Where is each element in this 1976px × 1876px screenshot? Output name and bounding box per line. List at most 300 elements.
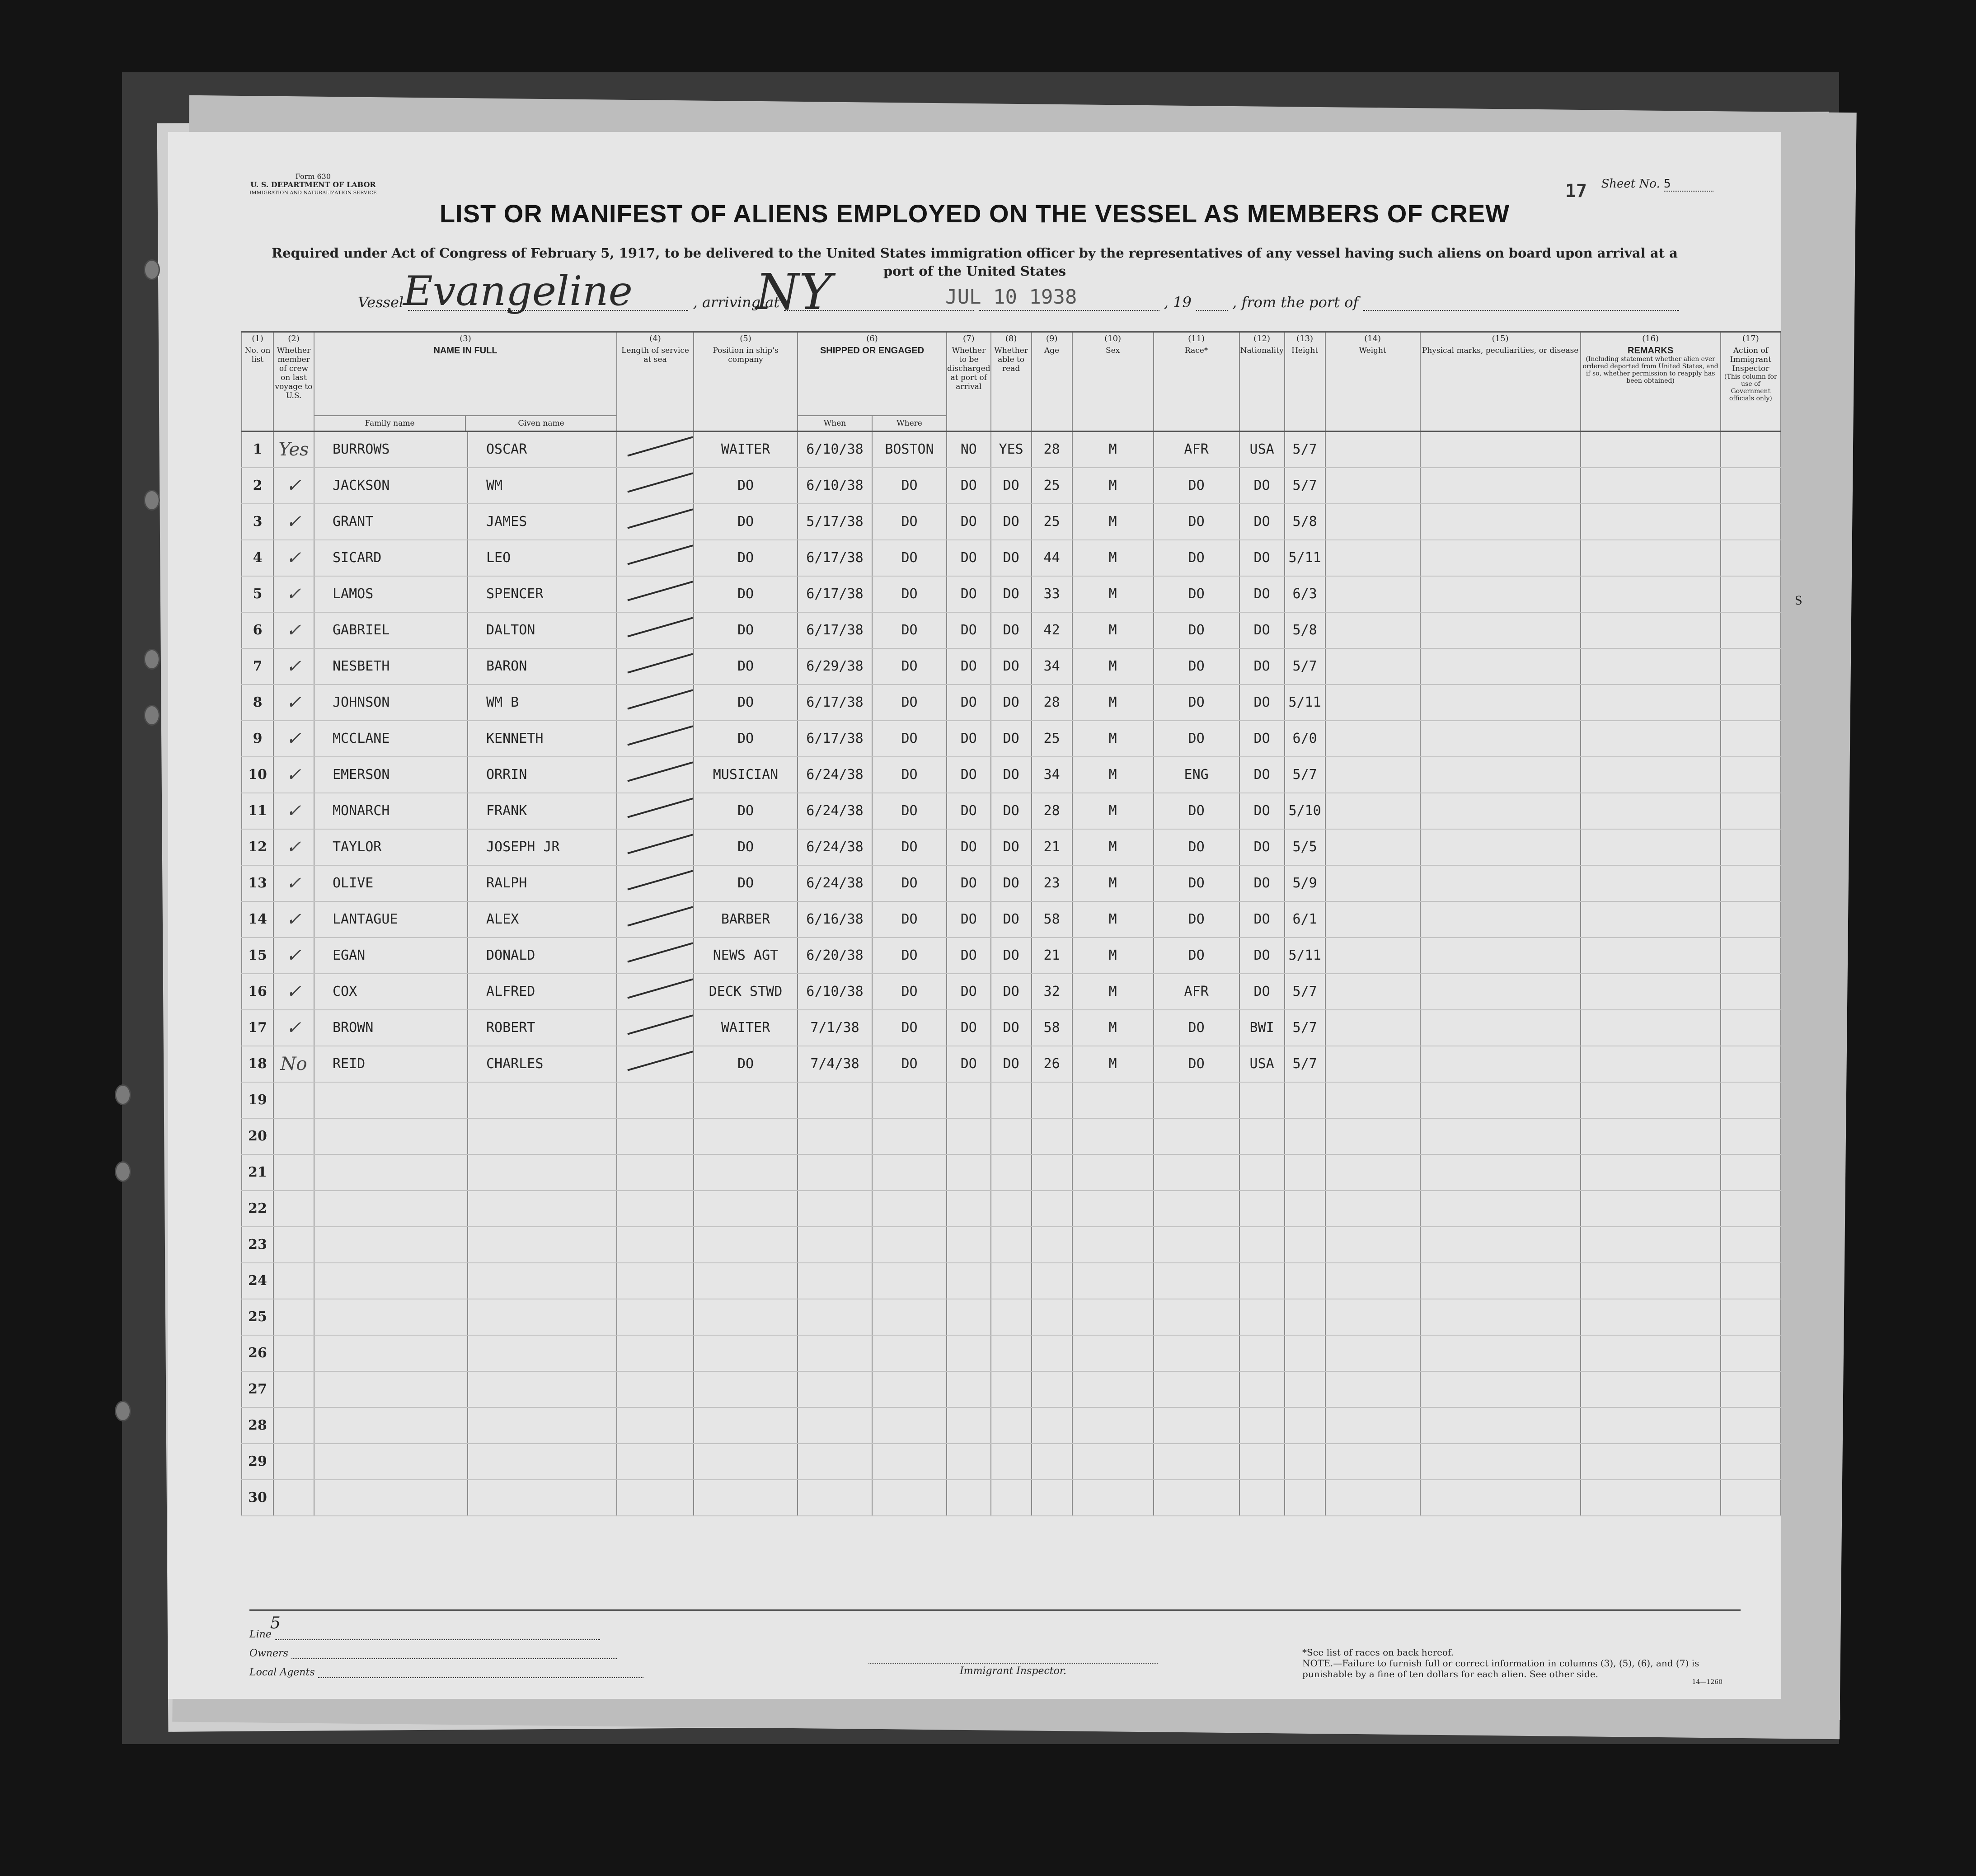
sex [1072, 1444, 1154, 1480]
position: NEWS AGT [694, 938, 798, 974]
position: DO [694, 540, 798, 576]
physical-marks [1420, 1191, 1581, 1227]
given-name: DALTON [468, 612, 617, 648]
sex: M [1072, 1046, 1154, 1082]
shipped-when: 6/16/38 [798, 901, 872, 938]
handwritten-dash-mark [627, 725, 693, 746]
owners-field: Owners [249, 1648, 617, 1659]
race: DO [1154, 685, 1239, 721]
discharged-at-port [947, 1263, 991, 1299]
physical-marks [1420, 1335, 1581, 1371]
table-row [242, 431, 1781, 468]
age: 25 [1032, 504, 1072, 540]
header-col-13: (13) Height [1285, 332, 1325, 431]
binder-hole [144, 490, 160, 511]
previous-voyage-mark [273, 1371, 314, 1407]
sex: M [1072, 612, 1154, 648]
length-of-service [617, 1371, 694, 1407]
age: 25 [1032, 468, 1072, 504]
able-to-read [991, 1480, 1032, 1516]
local-agents-field: Local Agents [249, 1667, 643, 1678]
previous-voyage-mark [273, 1299, 314, 1335]
header-col-14: (14) Weight [1325, 332, 1420, 431]
nationality: DO [1239, 901, 1285, 938]
table-row [242, 648, 1781, 685]
race [1154, 1082, 1239, 1118]
physical-marks [1420, 1046, 1581, 1082]
able-to-read: YES [991, 431, 1032, 468]
position: DO [694, 793, 798, 829]
row-number: 25 [242, 1299, 273, 1335]
family-name [314, 1154, 468, 1191]
position: DO [694, 576, 798, 612]
given-name [468, 1335, 617, 1371]
height: 5/9 [1285, 865, 1325, 901]
sex: M [1072, 974, 1154, 1010]
age [1032, 1371, 1072, 1407]
row-number: 10 [242, 757, 273, 793]
shipped-where [872, 1082, 947, 1118]
discharged-at-port: DO [947, 1010, 991, 1046]
physical-marks [1420, 1227, 1581, 1263]
row-number: 9 [242, 721, 273, 757]
shipped-when: 6/17/38 [798, 576, 872, 612]
age: 42 [1032, 612, 1072, 648]
remarks [1581, 1299, 1721, 1335]
remarks [1581, 901, 1721, 938]
race: DO [1154, 576, 1239, 612]
age: 44 [1032, 540, 1072, 576]
table-row [242, 938, 1781, 974]
shipped-when [798, 1335, 872, 1371]
shipped-when [798, 1154, 872, 1191]
nationality: DO [1239, 721, 1285, 757]
physical-marks [1420, 504, 1581, 540]
family-name [314, 1263, 468, 1299]
shipped-where: DO [872, 685, 947, 721]
weight [1325, 1227, 1420, 1263]
physical-marks [1420, 1118, 1581, 1154]
able-to-read [991, 1263, 1032, 1299]
row-number: 12 [242, 829, 273, 865]
given-name: RALPH [468, 865, 617, 901]
previous-voyage-mark [273, 1480, 314, 1516]
height [1285, 1444, 1325, 1480]
remarks [1581, 793, 1721, 829]
given-name: JOSEPH JR [468, 829, 617, 865]
discharged-at-port: DO [947, 757, 991, 793]
shipped-when: 5/17/38 [798, 504, 872, 540]
sex: M [1072, 648, 1154, 685]
able-to-read: DO [991, 540, 1032, 576]
previous-voyage-mark: Yes [273, 431, 314, 468]
given-name [468, 1227, 617, 1263]
header-col-9: (9) Age [1032, 332, 1072, 431]
page-title: LIST OR MANIFEST OF ALIENS EMPLOYED ON THE VESSEL AS MEMBERS OF CREW [439, 199, 1510, 228]
sex: M [1072, 938, 1154, 974]
line-field: Line 5 [249, 1629, 600, 1640]
physical-marks [1420, 1010, 1581, 1046]
physical-marks [1420, 974, 1581, 1010]
inspector-action [1721, 865, 1781, 901]
inspector-action [1721, 1263, 1781, 1299]
length-of-service [617, 468, 694, 504]
table-row [242, 1299, 1781, 1335]
given-name: FRANK [468, 793, 617, 829]
previous-voyage-mark: ✓ [273, 576, 314, 612]
previous-voyage-mark: ✓ [273, 1010, 314, 1046]
race [1154, 1335, 1239, 1371]
discharged-at-port: DO [947, 648, 991, 685]
inspector-action [1721, 901, 1781, 938]
race: DO [1154, 901, 1239, 938]
manifest-footer [249, 1609, 1741, 1692]
header-col-12: (12) Nationality [1239, 332, 1285, 431]
able-to-read: DO [991, 685, 1032, 721]
given-name: DONALD [468, 938, 617, 974]
remarks [1581, 685, 1721, 721]
discharged-at-port [947, 1299, 991, 1335]
able-to-read [991, 1191, 1032, 1227]
race: DO [1154, 1010, 1239, 1046]
inspector-action [1721, 431, 1781, 468]
able-to-read [991, 1407, 1032, 1444]
remarks [1581, 757, 1721, 793]
length-of-service [617, 1444, 694, 1480]
table-row [242, 685, 1781, 721]
family-name: COX [314, 974, 468, 1010]
sex: M [1072, 685, 1154, 721]
height: 5/7 [1285, 431, 1325, 468]
able-to-read: DO [991, 648, 1032, 685]
handwritten-dash-mark [627, 1014, 693, 1035]
nationality [1239, 1263, 1285, 1299]
physical-marks [1420, 612, 1581, 648]
remarks [1581, 504, 1721, 540]
nationality [1239, 1407, 1285, 1444]
weight [1325, 648, 1420, 685]
able-to-read: DO [991, 901, 1032, 938]
family-name: LAMOS [314, 576, 468, 612]
family-name: JACKSON [314, 468, 468, 504]
position: WAITER [694, 1010, 798, 1046]
header-col-15: (15) Physical marks, peculiarities, or disease [1420, 332, 1581, 431]
physical-marks [1420, 721, 1581, 757]
table-row [242, 612, 1781, 648]
height [1285, 1407, 1325, 1444]
sex [1072, 1371, 1154, 1407]
remarks [1581, 974, 1721, 1010]
previous-voyage-mark [273, 1444, 314, 1480]
remarks [1581, 576, 1721, 612]
weight [1325, 901, 1420, 938]
discharged-at-port [947, 1480, 991, 1516]
age [1032, 1191, 1072, 1227]
nationality: DO [1239, 793, 1285, 829]
underlying-page-text: S [1795, 593, 1802, 608]
header-col-8: (8) Whether able to read [991, 332, 1032, 431]
race [1154, 1191, 1239, 1227]
weight [1325, 1444, 1420, 1480]
row-number: 26 [242, 1335, 273, 1371]
shipped-when: 6/20/38 [798, 938, 872, 974]
race: DO [1154, 829, 1239, 865]
given-name: ORRIN [468, 757, 617, 793]
discharged-at-port: DO [947, 901, 991, 938]
race: DO [1154, 793, 1239, 829]
race: DO [1154, 865, 1239, 901]
weight [1325, 1191, 1420, 1227]
inspector-action [1721, 1010, 1781, 1046]
given-name [468, 1480, 617, 1516]
row-number: 4 [242, 540, 273, 576]
height: 5/7 [1285, 1046, 1325, 1082]
sex: M [1072, 757, 1154, 793]
discharged-at-port: DO [947, 974, 991, 1010]
handwritten-dash-mark [627, 617, 693, 637]
sex [1072, 1082, 1154, 1118]
discharged-at-port: DO [947, 721, 991, 757]
weight [1325, 974, 1420, 1010]
height: 6/1 [1285, 901, 1325, 938]
able-to-read: DO [991, 757, 1032, 793]
discharged-at-port: DO [947, 829, 991, 865]
previous-voyage-mark: No [273, 1046, 314, 1082]
age: 28 [1032, 793, 1072, 829]
shipped-where [872, 1480, 947, 1516]
age [1032, 1444, 1072, 1480]
shipped-when: 6/17/38 [798, 721, 872, 757]
height [1285, 1154, 1325, 1191]
age [1032, 1335, 1072, 1371]
header-col-16: (16) REMARKS (Including statement whether alien ever ordered deported from United States, and if so, whether permission to reapply has been obtained) [1581, 332, 1721, 431]
handwritten-dash-mark [627, 834, 693, 854]
nationality [1239, 1335, 1285, 1371]
where-header: Where [872, 416, 946, 431]
position: DO [694, 829, 798, 865]
shipped-where: DO [872, 504, 947, 540]
previous-voyage-mark [273, 1227, 314, 1263]
inspector-action [1721, 793, 1781, 829]
shipped-when: 7/4/38 [798, 1046, 872, 1082]
handwritten-dash-mark [627, 1051, 693, 1071]
previous-voyage-mark: ✓ [273, 540, 314, 576]
previous-voyage-mark: ✓ [273, 757, 314, 793]
row-number: 11 [242, 793, 273, 829]
age: 28 [1032, 685, 1072, 721]
weight [1325, 612, 1420, 648]
height [1285, 1371, 1325, 1407]
inspector-action [1721, 1227, 1781, 1263]
length-of-service [617, 504, 694, 540]
manifest-number: 17 [1565, 181, 1587, 202]
physical-marks [1420, 1154, 1581, 1191]
given-name: KENNETH [468, 721, 617, 757]
handwritten-dash-mark [627, 581, 693, 601]
table-row [242, 757, 1781, 793]
height: 5/7 [1285, 1010, 1325, 1046]
previous-voyage-mark: ✓ [273, 829, 314, 865]
position: DO [694, 504, 798, 540]
discharged-at-port [947, 1154, 991, 1191]
given-name [468, 1118, 617, 1154]
shipped-when [798, 1480, 872, 1516]
given-name [468, 1371, 617, 1407]
row-number: 23 [242, 1227, 273, 1263]
height [1285, 1118, 1325, 1154]
age [1032, 1299, 1072, 1335]
shipped-where [872, 1299, 947, 1335]
sex [1072, 1227, 1154, 1263]
given-name [468, 1263, 617, 1299]
race [1154, 1263, 1239, 1299]
weight [1325, 865, 1420, 901]
form-identifier: Form 630 U. S. DEPARTMENT OF LABOR IMMIGRATION AND NATURALIZATION SERVICE [249, 172, 377, 196]
position [694, 1227, 798, 1263]
remarks [1581, 1010, 1721, 1046]
header-col-11: (11) Race* [1154, 332, 1239, 431]
position: DO [694, 865, 798, 901]
shipped-where: DO [872, 468, 947, 504]
inspector-action [1721, 648, 1781, 685]
previous-voyage-mark [273, 1335, 314, 1371]
discharged-at-port: DO [947, 685, 991, 721]
shipped-where: DO [872, 938, 947, 974]
height: 5/7 [1285, 468, 1325, 504]
height [1285, 1191, 1325, 1227]
height: 5/11 [1285, 938, 1325, 974]
discharged-at-port [947, 1082, 991, 1118]
nationality [1239, 1444, 1285, 1480]
length-of-service [617, 1227, 694, 1263]
nationality: DO [1239, 685, 1285, 721]
length-of-service [617, 1263, 694, 1299]
table-row [242, 576, 1781, 612]
row-number: 18 [242, 1046, 273, 1082]
age [1032, 1154, 1072, 1191]
given-name: ALEX [468, 901, 617, 938]
binder-hole [144, 649, 160, 670]
nationality: DO [1239, 974, 1285, 1010]
previous-voyage-mark: ✓ [273, 685, 314, 721]
physical-marks [1420, 685, 1581, 721]
previous-voyage-mark: ✓ [273, 901, 314, 938]
position: MUSICIAN [694, 757, 798, 793]
row-number: 2 [242, 468, 273, 504]
weight [1325, 1046, 1420, 1082]
shipped-where: DO [872, 1010, 947, 1046]
remarks [1581, 938, 1721, 974]
weight [1325, 1082, 1420, 1118]
shipped-when [798, 1444, 872, 1480]
able-to-read: DO [991, 865, 1032, 901]
family-name-header: Family name [365, 418, 415, 428]
discharged-at-port: DO [947, 865, 991, 901]
shipped-when: 7/1/38 [798, 1010, 872, 1046]
binder-hole [115, 1084, 131, 1105]
family-name [314, 1371, 468, 1407]
height [1285, 1263, 1325, 1299]
inspector-action [1721, 1335, 1781, 1371]
binder-hole [115, 1161, 131, 1182]
previous-voyage-mark: ✓ [273, 504, 314, 540]
position [694, 1082, 798, 1118]
remarks [1581, 1118, 1721, 1154]
inspector-action [1721, 612, 1781, 648]
table-row [242, 1263, 1781, 1299]
given-name: ROBERT [468, 1010, 617, 1046]
race: DO [1154, 648, 1239, 685]
age [1032, 1082, 1072, 1118]
discharged-at-port: DO [947, 468, 991, 504]
sex: M [1072, 576, 1154, 612]
shipped-when [798, 1407, 872, 1444]
family-name: JOHNSON [314, 685, 468, 721]
position: DO [694, 468, 798, 504]
header-col-6: (6) SHIPPED OR ENGAGED When Where [798, 332, 947, 431]
length-of-service [617, 576, 694, 612]
discharged-at-port: DO [947, 1046, 991, 1082]
height: 5/11 [1285, 685, 1325, 721]
table-row [242, 1010, 1781, 1046]
header-col-4: (4) Length of service at sea [617, 332, 694, 431]
position [694, 1263, 798, 1299]
able-to-read: DO [991, 1046, 1032, 1082]
shipped-where: DO [872, 576, 947, 612]
shipped-where [872, 1191, 947, 1227]
family-name [314, 1480, 468, 1516]
inspector-action [1721, 1444, 1781, 1480]
table-row [242, 1046, 1781, 1082]
inspector-action [1721, 540, 1781, 576]
footer-note: *See list of races on back hereof. NOTE.—Failure to furnish full or correct information in columns (3), (5), (6), and (7) is punishable by a fine of ten dollars for each alien. See other side. [1302, 1647, 1699, 1679]
weight [1325, 685, 1420, 721]
age: 26 [1032, 1046, 1072, 1082]
length-of-service [617, 1407, 694, 1444]
shipped-where: BOSTON [872, 431, 947, 468]
physical-marks [1420, 431, 1581, 468]
family-name [314, 1082, 468, 1118]
age [1032, 1480, 1072, 1516]
position: DO [694, 721, 798, 757]
nationality [1239, 1191, 1285, 1227]
height [1285, 1299, 1325, 1335]
nationality: DO [1239, 938, 1285, 974]
family-name: REID [314, 1046, 468, 1082]
height: 5/5 [1285, 829, 1325, 865]
nationality: BWI [1239, 1010, 1285, 1046]
shipped-where: DO [872, 865, 947, 901]
race: AFR [1154, 431, 1239, 468]
position [694, 1118, 798, 1154]
table-row [242, 1082, 1781, 1118]
given-name: WM B [468, 685, 617, 721]
family-name [314, 1444, 468, 1480]
remarks [1581, 1444, 1721, 1480]
physical-marks [1420, 865, 1581, 901]
able-to-read [991, 1299, 1032, 1335]
weight [1325, 938, 1420, 974]
height [1285, 1082, 1325, 1118]
length-of-service [617, 721, 694, 757]
age [1032, 1263, 1072, 1299]
physical-marks [1420, 648, 1581, 685]
age: 32 [1032, 974, 1072, 1010]
family-name [314, 1191, 468, 1227]
nationality [1239, 1154, 1285, 1191]
table-row [242, 468, 1781, 504]
age: 58 [1032, 1010, 1072, 1046]
